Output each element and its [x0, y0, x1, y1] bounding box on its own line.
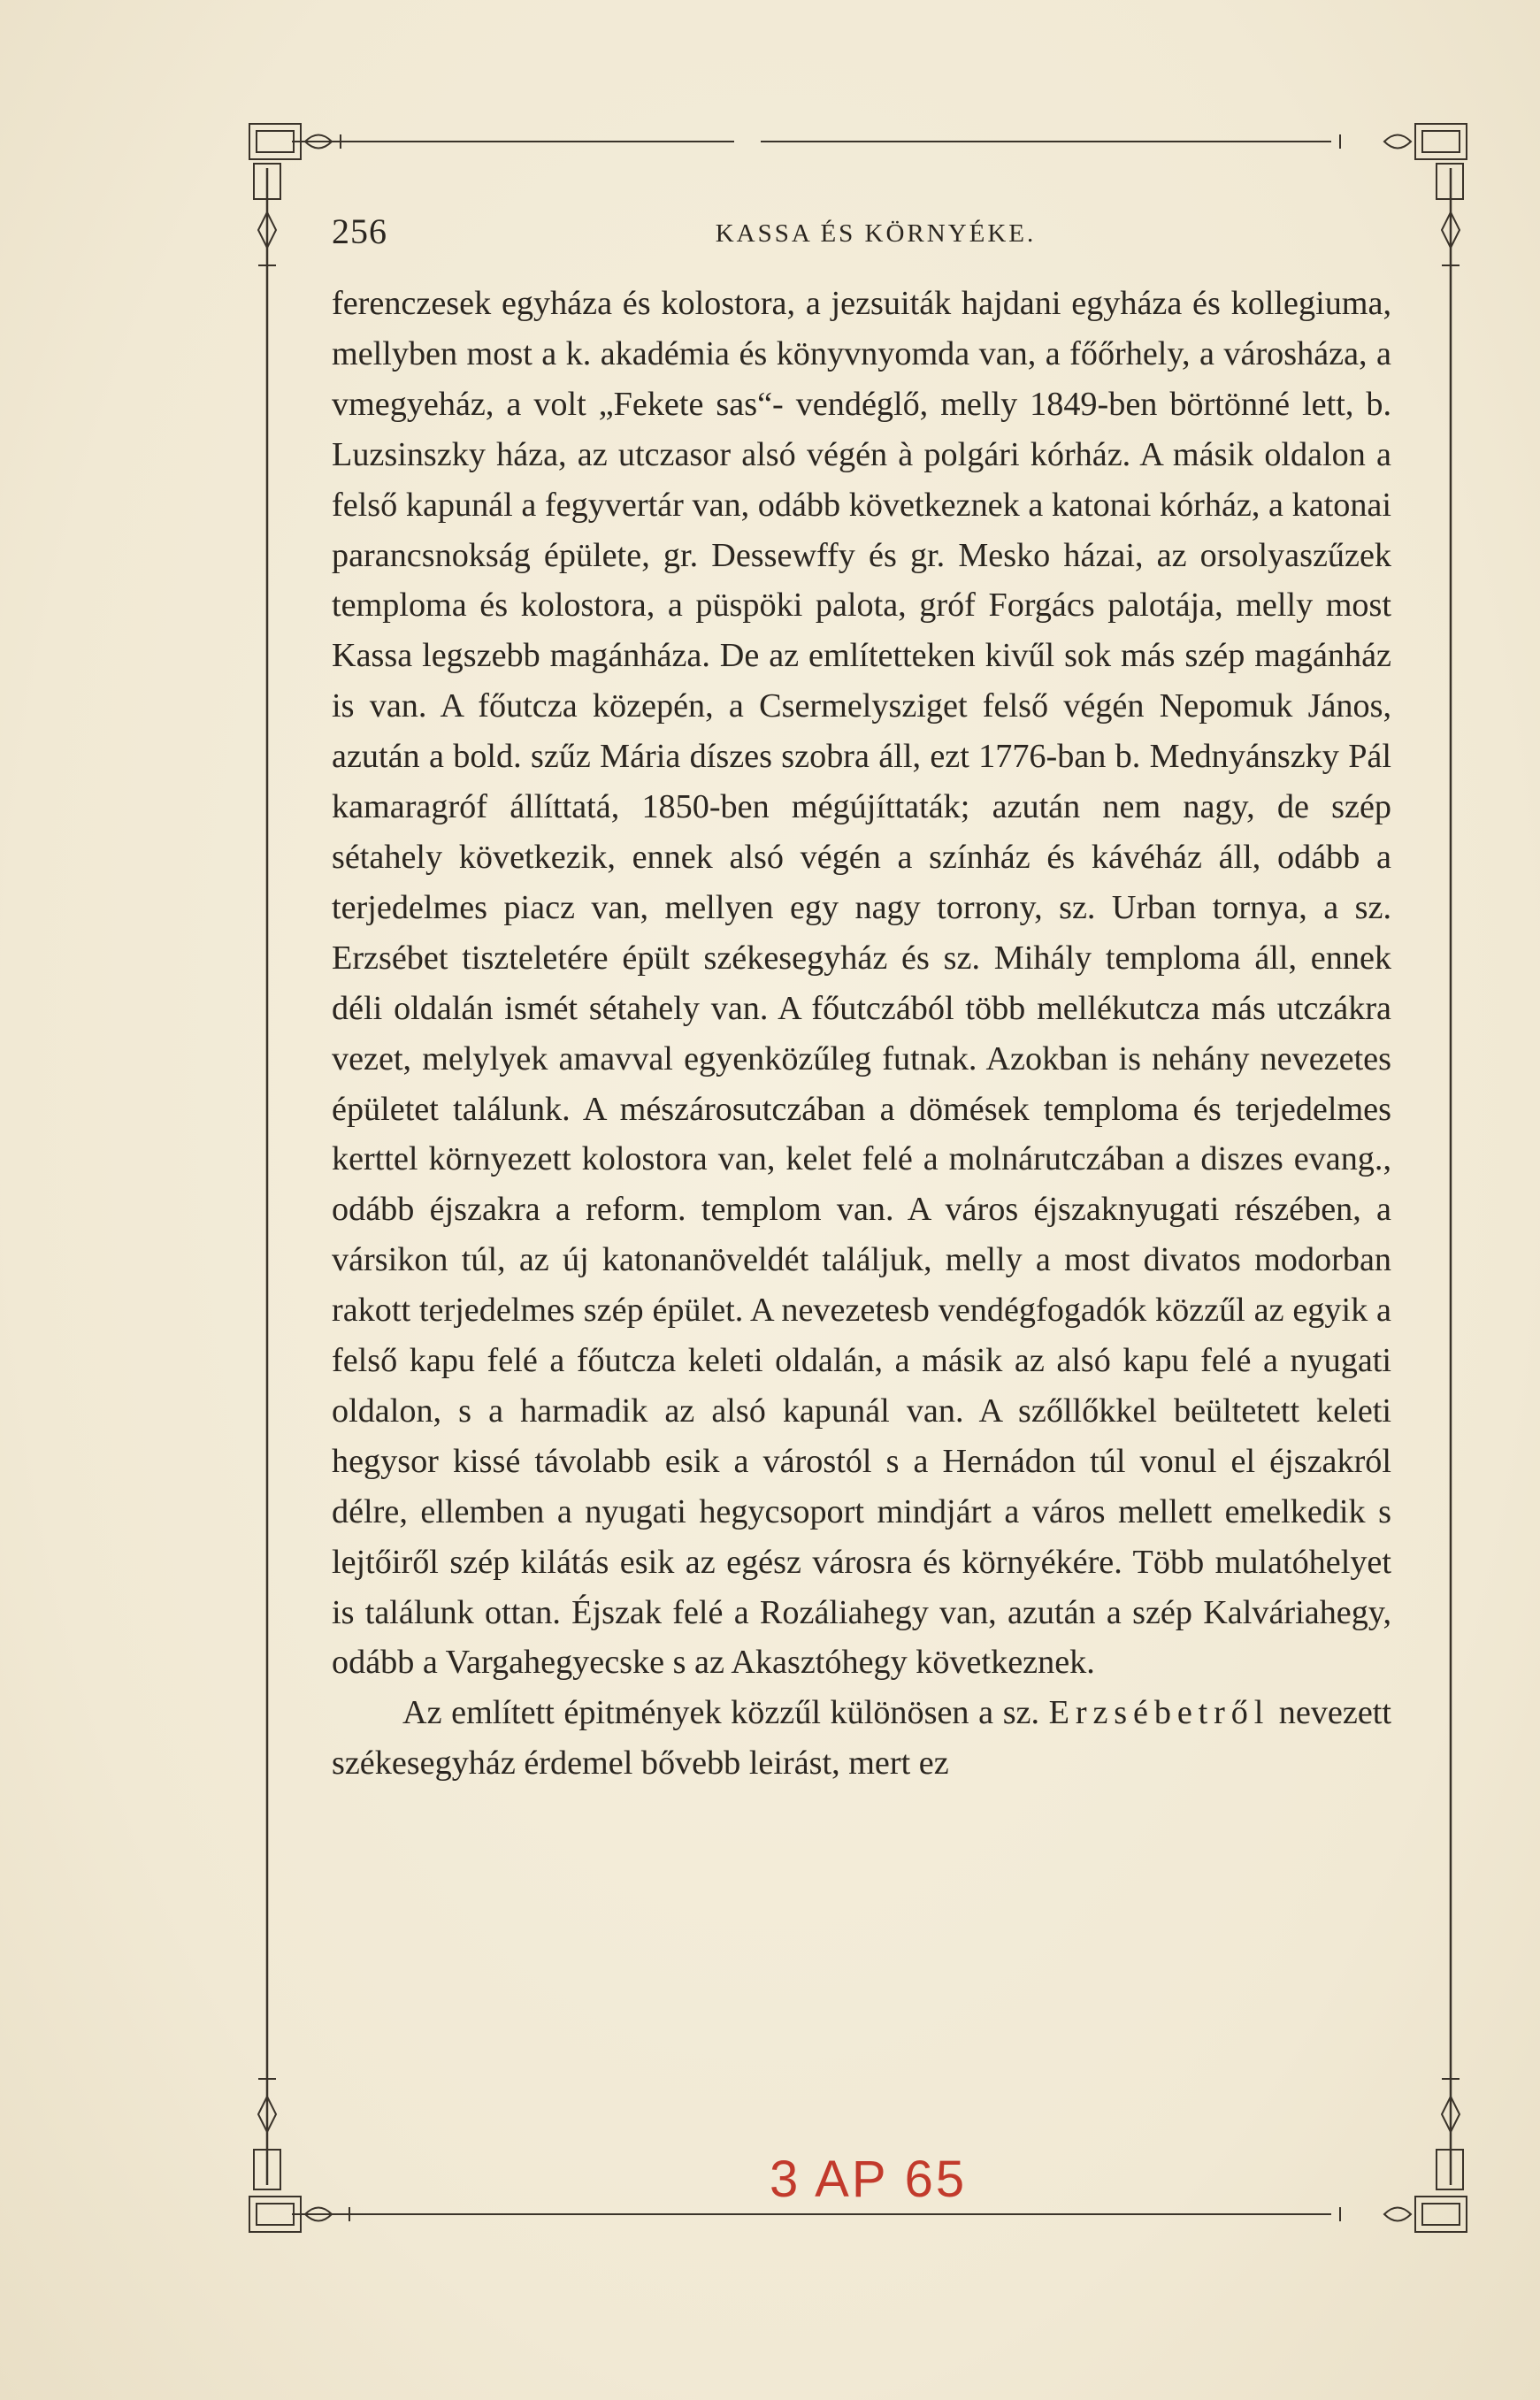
page-number: 256	[332, 211, 387, 251]
running-head	[332, 211, 1420, 264]
body-text	[332, 279, 1391, 1789]
paragraph-1: ferenczesek egyháza és kolostora, a jezsuiták hajdani egyháza és kollegiuma, mellyben most a k. akadémia és könyvnyomda van, a főőrhely, a városháza, a vmegyeház, a volt „Fekete sas“- vendéglő, melly 1849-ben börtönné lett, b. Luzsinszky háza, az utczasor alsó végén à polgári kórház. A másik oldalon a felső kapunál a fegyvertár van, odább következnek a katonai kórház, a katonai parancsnokság épülete, gr. Dessewffy és gr. Mesko házai, az orsolyaszűzek temploma és kolostora, a püspöki palota, gróf Forgács palotája, melly most Kassa legszebb magánháza. De az említetteken kivűl sok más szép magánház is van. A főutcza közepén, a Csermelysziget felső végén Nepomuk János, azután a bold. szűz Mária díszes szobra áll, ezt 1776-ban b. Mednyánszky Pál kamaragróf állíttatá, 1850-ben mégújíttaták; azután nem nagy, de szép sétahely következik, ennek alsó végén a színház és kávéház áll, odább a terjedelmes piacz van, mellyen egy nagy torrony, sz. Urban tornya, a sz. Erzsébet tiszteletére épült székesegyház és sz. Mihály temploma áll, ennek déli oldalán ismét sétahely van. A főutczából több mellékutcza más utczákra vezet, melylyek amavval egyenközűleg futnak. Azokban is nehány nevezetes épületet találunk. A mészárosutczában a dömések temploma és terjedelmes kerttel környezett kolostora van, kelet felé a molnárutczában a diszes evang., odább éjszakra a reform. templom van. A város éjszaknyugati részében, a vársikon túl, az új katonanöveldét találjuk, melly a most divatos modorban rakott terjedelmes szép épület. A nevezetesb vendégfogadók közzűl az egyik a felső kapu felé a főutcza keleti oldalán, a másik az alsó kapu felé a nyugati oldalon, s a harmadik az alsó kapunál van. A szőllőkkel beültetett keleti hegysor kissé távolabb esik a várostól s a Hernádon túl vonul el éjszakról délre, ellemben a nyugati hegycsoport mindjárt a város mellett emelkedik s lejtőiről szép kilátás esik az egész városra és környékére. Több mulatóhelyet is találunk ottan. Éjszak felé a Rozáliahegy van, azután a szép Kalváriahegy, odább a Vargahegyecske s az Akasztóhegy következnek.	[332, 285, 1391, 1682]
paragraph-2	[332, 1688, 1391, 1789]
paragraph-2-spaced-name: Erzsébetről	[1048, 1694, 1270, 1732]
library-date-stamp: 3 AP 65	[770, 2151, 968, 2208]
header-title: KASSA ÉS KÖRNYÉKE.	[715, 219, 1037, 248]
paragraph-2-end: nevezett székesegyház érdemel bővebb leirást, mert ez	[332, 1694, 1392, 1783]
corner-ornament-top-left	[249, 124, 341, 265]
corner-ornament-bottom-left	[249, 2079, 349, 2232]
corner-ornament-bottom-right	[1340, 2079, 1467, 2232]
paragraph-2-start: Az említett épitmények közzűl különösen a sz.	[402, 1694, 1040, 1732]
